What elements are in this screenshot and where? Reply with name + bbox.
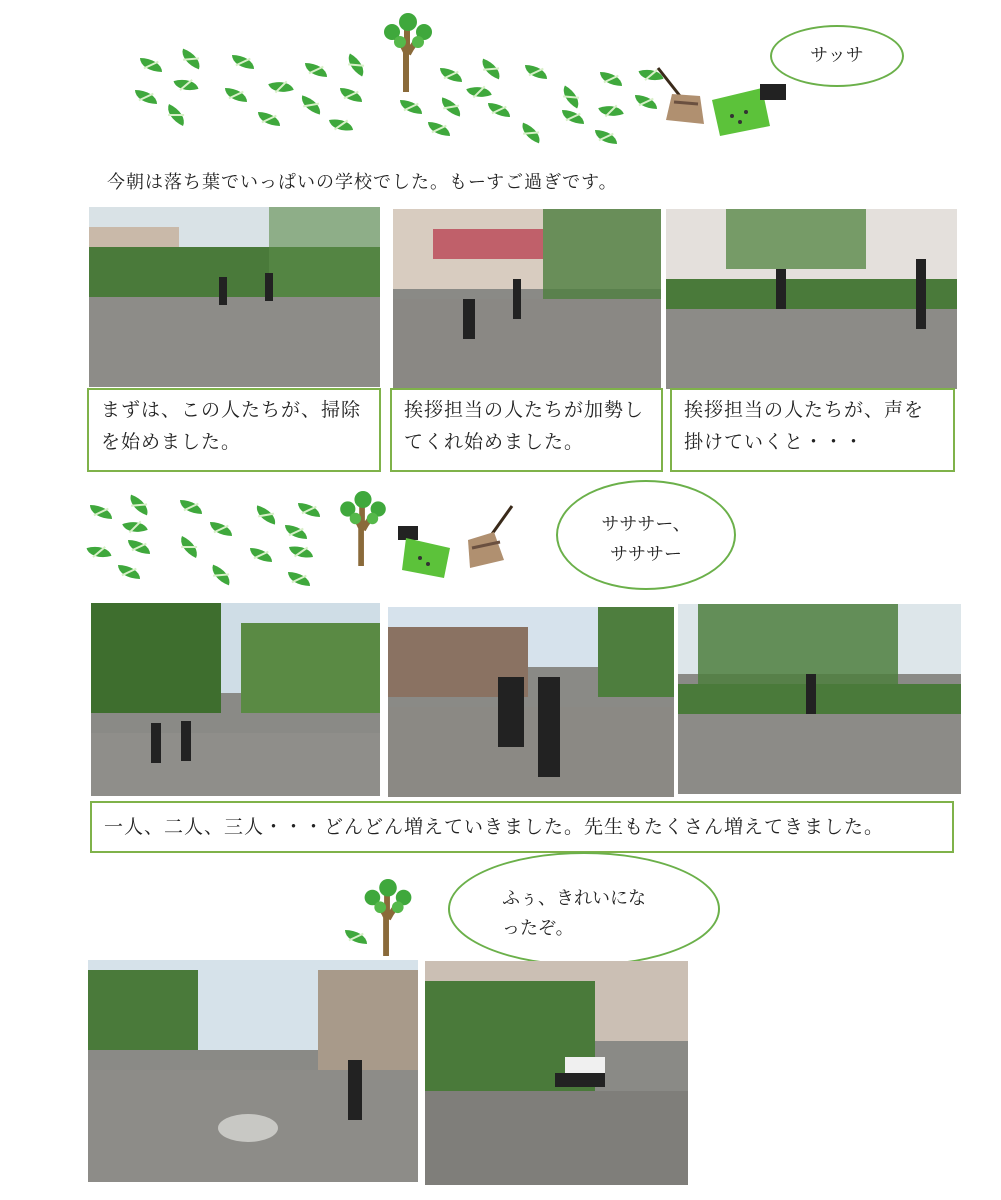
photo-street-sweeping-3 bbox=[666, 209, 957, 389]
bubble-text-line2: ったぞ。 bbox=[502, 918, 574, 939]
leaf-icon bbox=[140, 58, 162, 72]
leaf-icon bbox=[440, 68, 462, 82]
caption-text: まずは、この人たちが、掃除を始めました。 bbox=[101, 399, 362, 453]
tree-icon bbox=[338, 490, 388, 566]
bubble-text-line1: ふぅ、きれいにな bbox=[502, 888, 646, 909]
leaf-icon bbox=[439, 97, 464, 116]
caption-text: 一人、二人、三人・・・どんどん増えていきました。先生もたくさん増えてきました。 bbox=[104, 816, 885, 838]
photo-street-sweeping-1 bbox=[89, 207, 380, 387]
leaf-icon bbox=[518, 123, 543, 144]
leaf-icon bbox=[163, 104, 189, 126]
bubble-text-line2: サササー bbox=[610, 544, 682, 565]
leaf-icon bbox=[118, 565, 140, 579]
leaf-icon bbox=[558, 85, 584, 108]
leaf-icon bbox=[288, 572, 310, 586]
intro-text: 今朝は落ち葉でいっぱいの学校でした。もーすご過ぎです。 bbox=[107, 172, 618, 193]
caption-row2 bbox=[90, 801, 954, 853]
leaf-icon bbox=[340, 88, 362, 102]
speech-bubble-top bbox=[770, 25, 904, 87]
leaf-icon bbox=[90, 505, 112, 519]
photo-sweeping-group-2 bbox=[388, 607, 674, 797]
photo-sweeping-group-1 bbox=[91, 603, 380, 796]
leaf-icon bbox=[400, 100, 422, 114]
photo-after-cleanup-1 bbox=[88, 960, 418, 1182]
leaf-icon bbox=[289, 543, 313, 561]
photo-street-sweeping-2 bbox=[393, 209, 661, 389]
leaf-icon bbox=[299, 95, 324, 114]
leaf-icon bbox=[126, 495, 151, 516]
leaf-icon bbox=[208, 565, 233, 586]
leaf-icon bbox=[178, 49, 203, 70]
leaf-icon bbox=[254, 505, 279, 524]
dustpan-icon bbox=[398, 526, 458, 580]
leaf-icon bbox=[600, 72, 622, 86]
caption-row1-2 bbox=[390, 388, 663, 472]
leaf-icon bbox=[232, 55, 254, 69]
bubble-text-line1: サササー、 bbox=[601, 514, 691, 535]
leaf-icon bbox=[562, 110, 584, 124]
leaf-icon bbox=[525, 65, 547, 79]
leaf-icon bbox=[268, 77, 293, 98]
leaf-icon bbox=[298, 503, 320, 517]
photo-after-cleanup-2 bbox=[425, 961, 688, 1185]
leaf-icon bbox=[176, 536, 202, 558]
leaf-icon bbox=[225, 88, 247, 102]
leaf-icon bbox=[595, 130, 617, 144]
leaf-icon bbox=[135, 90, 157, 104]
tree-icon bbox=[382, 12, 434, 92]
leaf-icon bbox=[466, 82, 491, 103]
leaf-icon bbox=[329, 116, 353, 134]
caption-text: 挨拶担当の人たちが加勢してくれ始めました。 bbox=[404, 399, 645, 453]
dustpan-icon bbox=[706, 82, 786, 140]
leaf-icon bbox=[122, 517, 147, 538]
leaf-icon bbox=[258, 112, 280, 126]
leaf-icon bbox=[180, 500, 202, 514]
photo-sweeping-group-3 bbox=[678, 604, 961, 794]
tree-icon bbox=[362, 878, 414, 956]
speech-bubble-bottom bbox=[448, 852, 720, 966]
broom-icon bbox=[652, 66, 712, 128]
leaf-icon bbox=[128, 540, 150, 554]
caption-row1-1 bbox=[87, 388, 381, 472]
leaf-icon bbox=[478, 59, 503, 80]
leaf-icon bbox=[343, 53, 369, 76]
speech-bubble-middle bbox=[556, 480, 736, 590]
leaf-icon bbox=[285, 525, 307, 539]
leaf-icon bbox=[250, 548, 272, 562]
leaf-icon bbox=[210, 522, 232, 536]
leaf-icon bbox=[87, 542, 112, 561]
caption-row1-3 bbox=[670, 388, 955, 472]
leaf-icon bbox=[305, 63, 327, 77]
caption-text: 挨拶担当の人たちが、声を掛けていくと・・・ bbox=[684, 399, 925, 453]
broom-icon bbox=[460, 504, 516, 570]
leaf-icon bbox=[174, 75, 199, 94]
leaf-icon bbox=[428, 122, 450, 136]
leaf-icon bbox=[598, 101, 623, 122]
leaf-icon bbox=[488, 103, 510, 117]
bubble-text: サッサ bbox=[810, 45, 864, 66]
